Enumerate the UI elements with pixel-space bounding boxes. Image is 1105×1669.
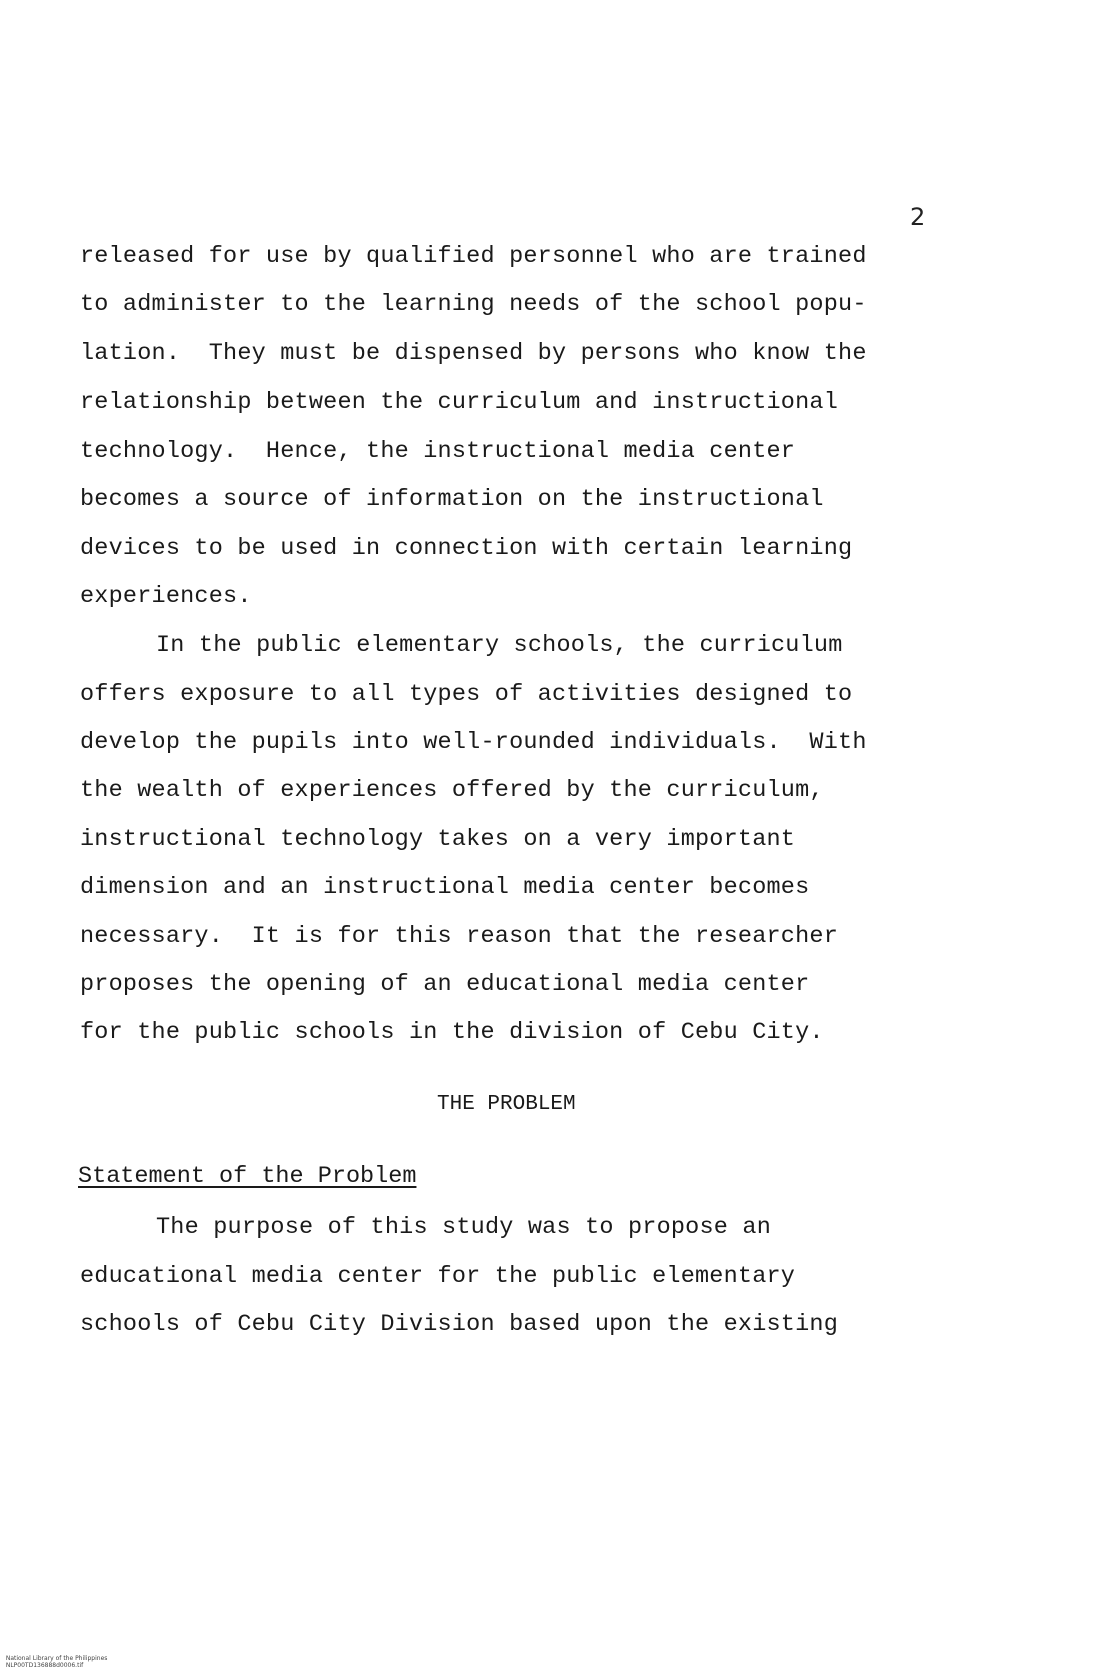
text-line: proposes the opening of an educational media center bbox=[80, 971, 810, 998]
text-line: released for use by qualified personnel who are trained bbox=[80, 243, 867, 270]
page-number: 2 bbox=[910, 203, 926, 231]
text-line: lation. They must be dispensed by persons who know the bbox=[80, 340, 867, 367]
text-line: becomes a source of information on the instructional bbox=[80, 486, 824, 513]
text-line: devices to be used in connection with certain learning bbox=[80, 535, 853, 562]
text-line: educational media center for the public elementary bbox=[80, 1263, 796, 1290]
text-line: schools of Cebu City Division based upon the existing bbox=[80, 1311, 839, 1338]
text-line: offers exposure to all types of activities designed to bbox=[80, 681, 853, 708]
section-subheading: Statement of the Problem bbox=[78, 1163, 417, 1190]
section-heading: THE PROBLEM bbox=[437, 1093, 576, 1116]
text-line: dimension and an instructional media center becomes bbox=[80, 874, 810, 901]
scan-footer bbox=[2, 1648, 131, 1669]
text-line: relationship between the curriculum and instructional bbox=[80, 389, 839, 416]
text-line: develop the pupils into well-rounded individuals. With bbox=[80, 729, 867, 756]
text-line: instructional technology takes on a very important bbox=[80, 826, 796, 853]
text-line: necessary. It is for this reason that the researcher bbox=[80, 923, 839, 950]
text-line: technology. Hence, the instructional media center bbox=[80, 438, 796, 465]
text-line: the wealth of experiences offered by the curriculum, bbox=[80, 777, 824, 804]
footer-library: National Library of the Philippines bbox=[5, 1655, 108, 1662]
text-line: experiences. bbox=[80, 583, 252, 610]
footer-code: NLP00TD136888d0006.tif bbox=[5, 1662, 84, 1669]
text-line: The purpose of this study was to propose an bbox=[156, 1214, 771, 1241]
text-line: for the public schools in the division of Cebu City. bbox=[80, 1019, 824, 1046]
text-line: In the public elementary schools, the curriculum bbox=[156, 632, 843, 659]
text-line: to administer to the learning needs of the school popu- bbox=[80, 291, 867, 318]
